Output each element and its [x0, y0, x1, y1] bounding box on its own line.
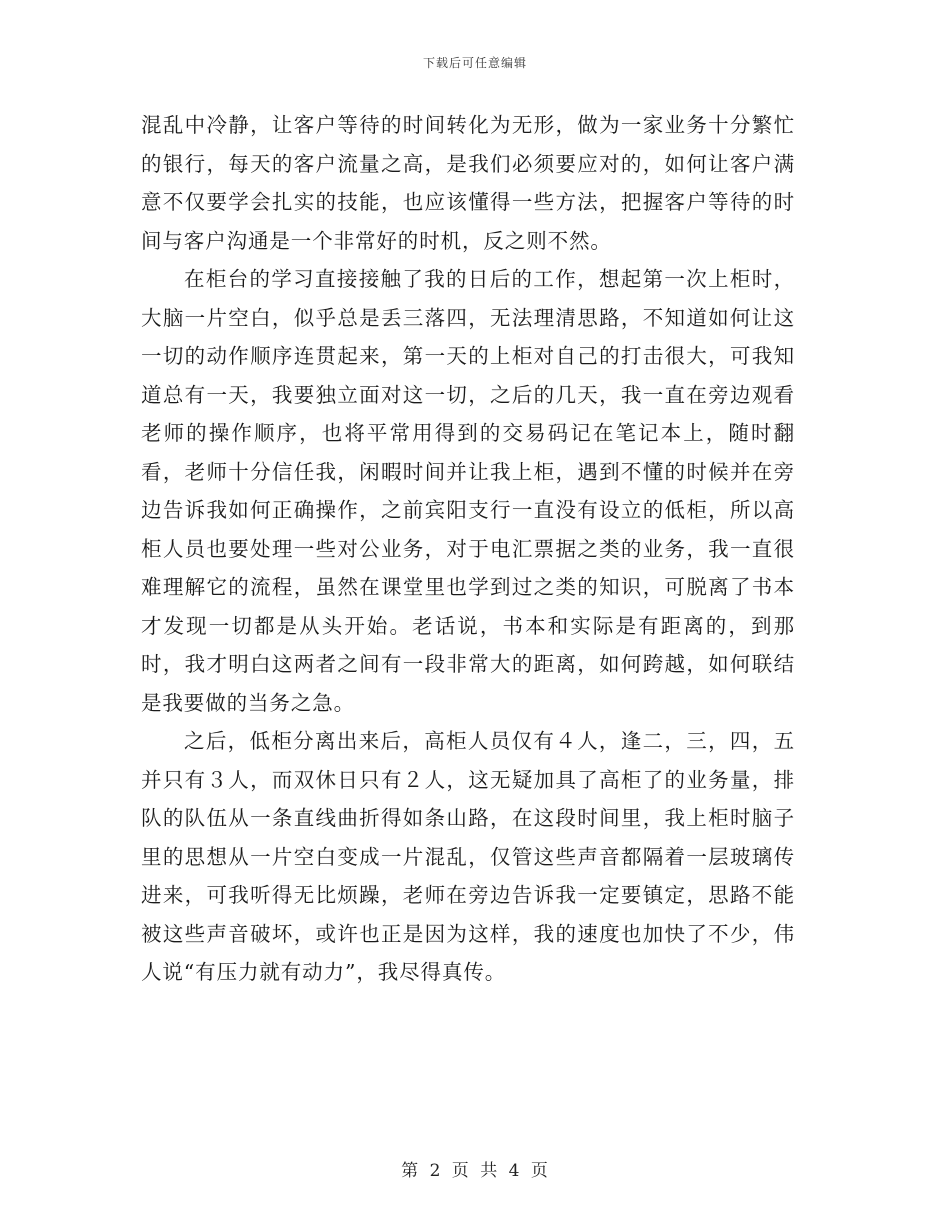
- paragraph-2: 在柜台的学习直接接触了我的日后的工作，想起第一次上柜时，大脑一片空白，似乎总是丢三落四，无法理清思路，不知道如何让这一切的动作顺序连贯起来，第一天的上柜对自己的打击很大，可我知道总有一天，我要独立面对这一切，之后的几天，我一直在旁边观看老师的操作顺序，也将平常用得到的交易码记在笔记本上，随时翻看，老师十分信任我，闲暇时间并让我上柜，遇到不懂的时候并在旁边告诉我如何正确操作，之前宾阳支行一直没有设立的低柜，所以高柜人员也要处理一些对公业务，对于电汇票据之类的业务，我一直很难理解它的流程，虽然在课堂里也学到过之类的知识，可脱离了书本才发现一切都是从头开始。老话说，书本和实际是有距离的，到那时，我才明白这两者之间有一段非常大的距离，如何跨越，如何联结是我要做的当务之急。: [141, 267, 795, 715]
- page-header: 下载后可任意编辑: [422, 56, 527, 70]
- paragraph-3: 之后，低柜分离出来后，高柜人员仅有４人，逢二，三，四，五并只有３人，而双休日只有２人，这无疑加具了高柜了的业务量，排队的队伍从一条直线曲折得如条山路，在这段时间里，我上柜时脑子里的思想从一片空白变成一片混乱，仅管这些声音都隔着一层玻璃传进来，可我听得无比烦躁，老师在旁边告诉我一定要镇定，思路不能被这些声音破坏，或许也正是因为这样，我的速度也加快了不少，伟人说“有压力就有动力”，我尽得真传。: [141, 729, 795, 984]
- document-body: [141, 106, 795, 992]
- page-number: 第 2 页 共 4 页: [401, 1161, 549, 1181]
- paragraph-1: 混乱中冷静，让客户等待的时间转化为无形，做为一家业务十分繁忙的银行，每天的客户流量之高，是我们必须要应对的，如何让客户满意不仅要学会扎实的技能，也应该懂得一些方法，把握客户等待的时间与客户沟通是一个非常好的时机，反之则不然。: [141, 113, 795, 253]
